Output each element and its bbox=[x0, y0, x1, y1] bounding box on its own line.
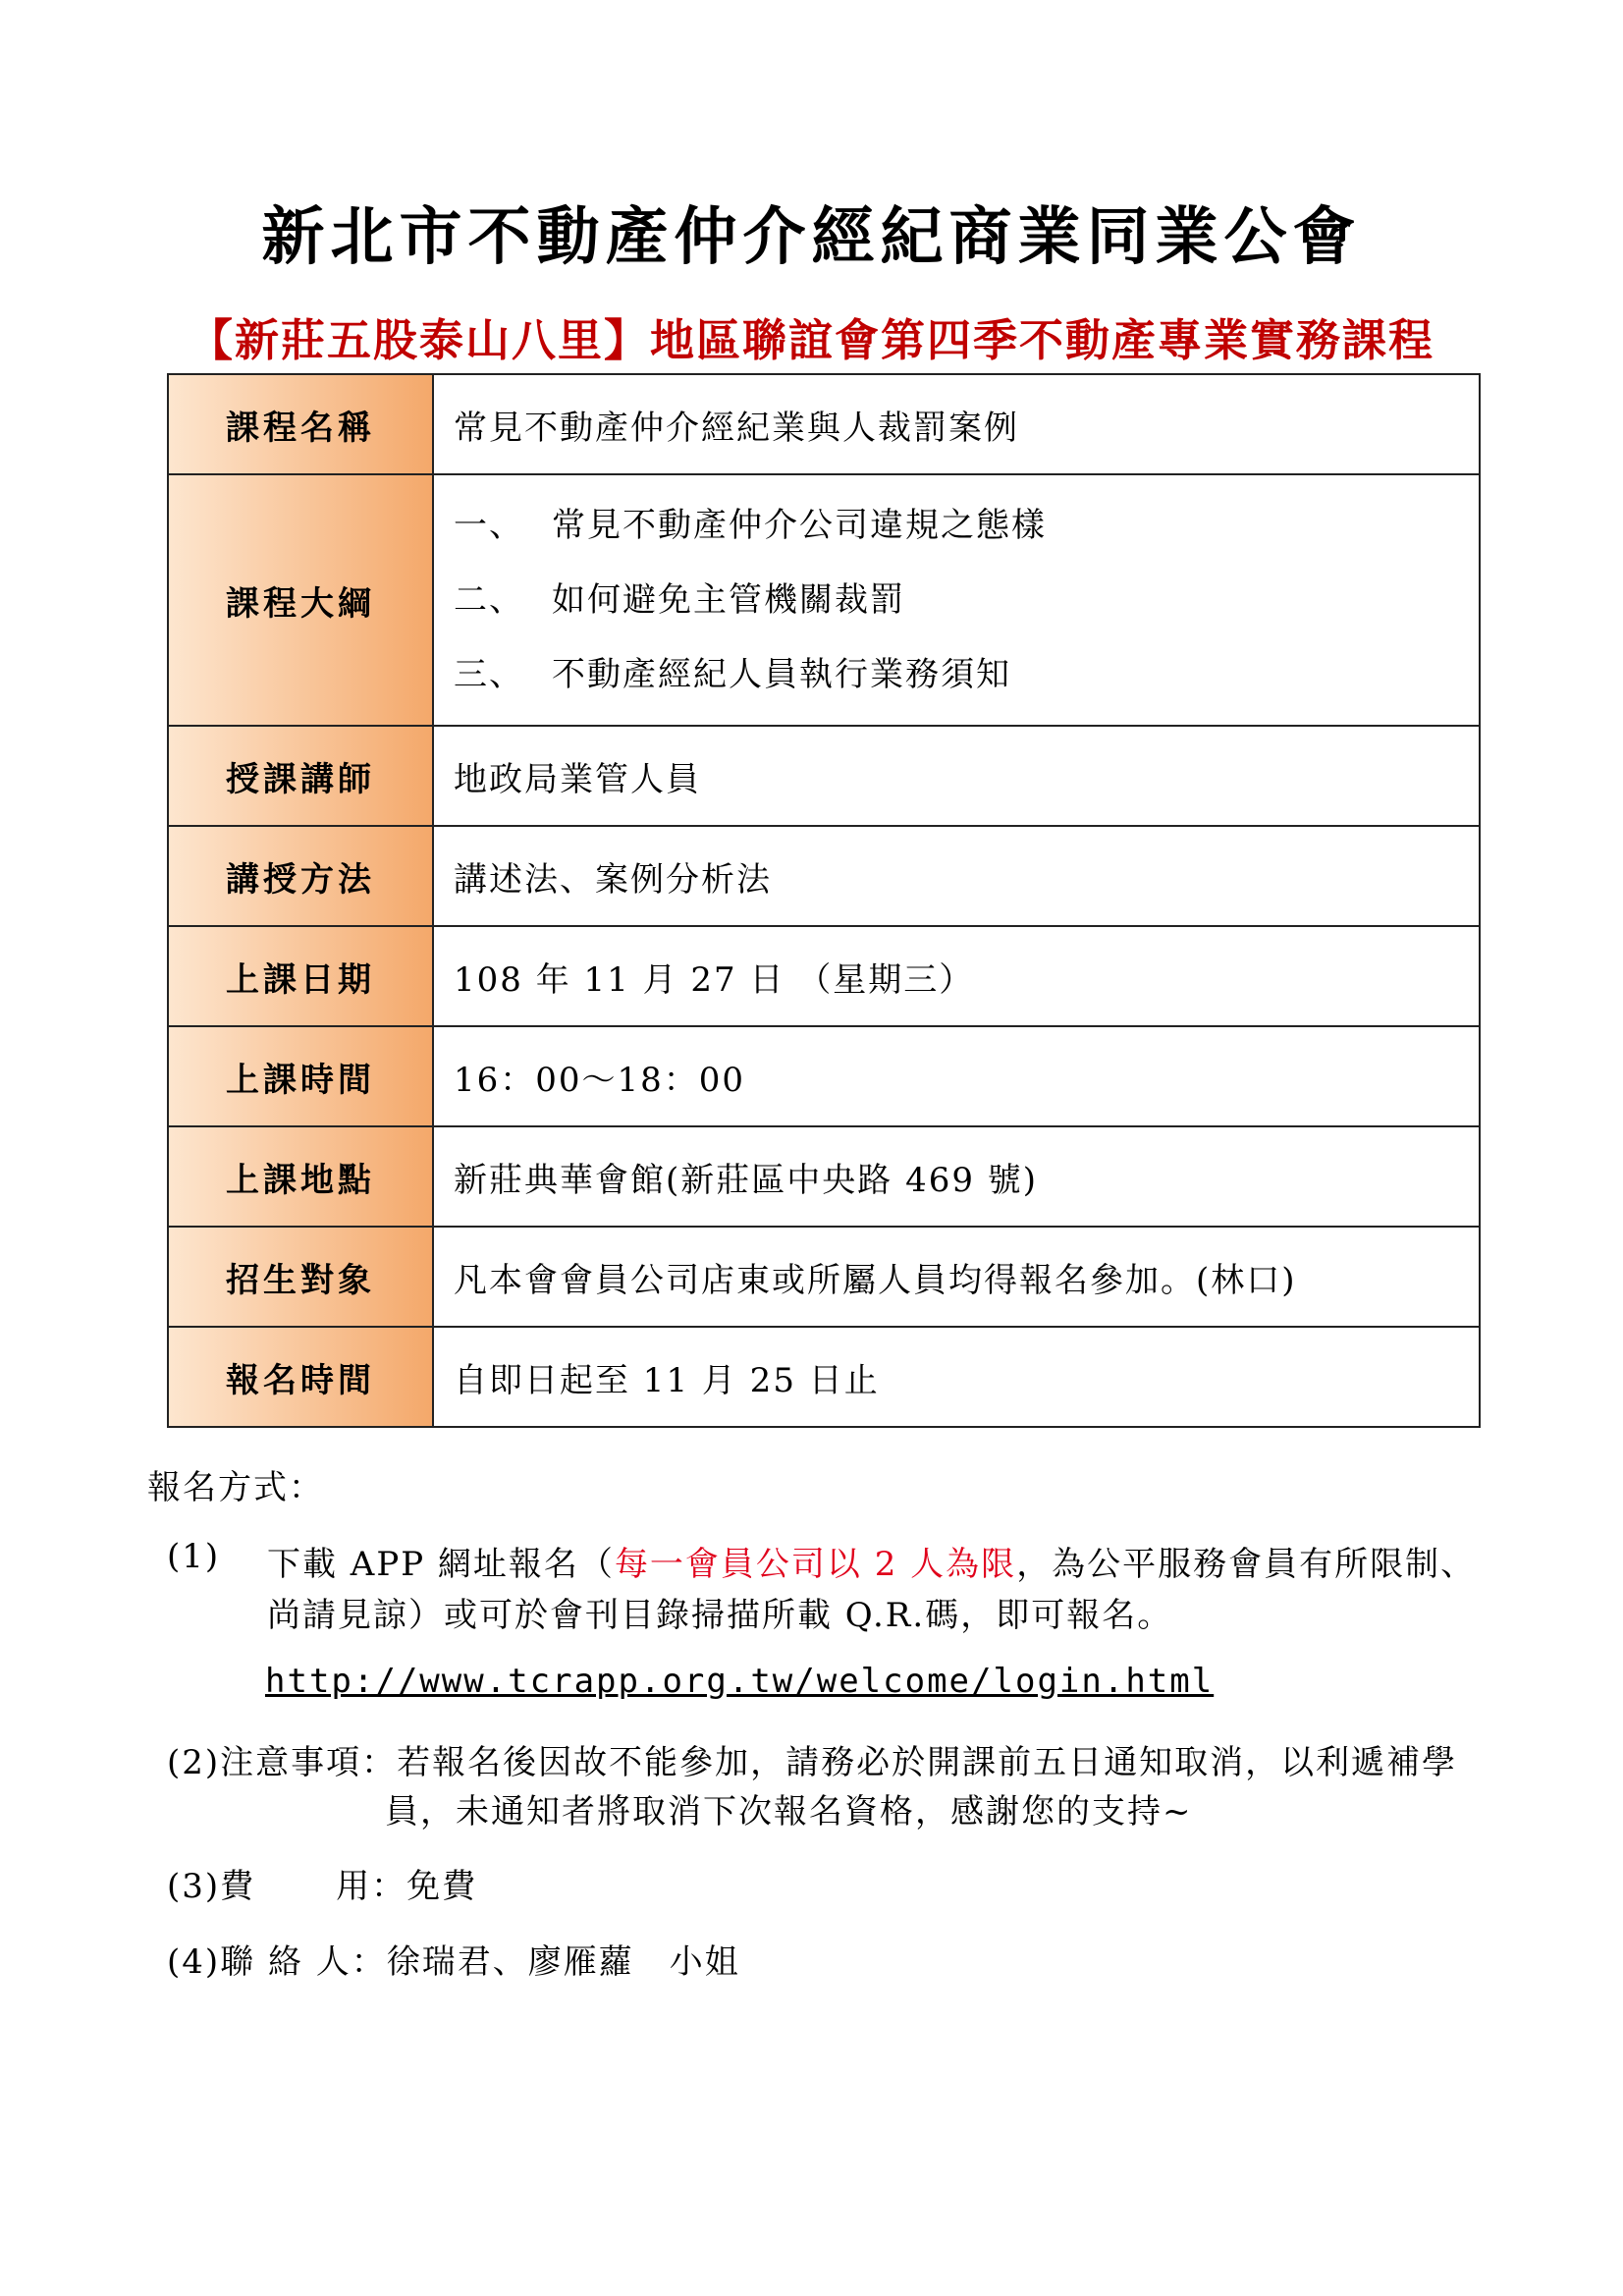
notice-line-2: 員，未通知者將取消下次報名資格，感謝您的支持~ bbox=[385, 1792, 1193, 1831]
table-row-time bbox=[168, 1026, 1480, 1126]
course-subtitle: 【新莊五股泰山八里】地區聯誼會第四季不動產專業實務課程 bbox=[188, 314, 1434, 366]
fee-line bbox=[167, 1859, 477, 1907]
value-registration-period: 自即日起至 11 月 25 日止 bbox=[433, 1327, 1480, 1427]
label-location: 上課地點 bbox=[168, 1126, 433, 1227]
table-row-instructor bbox=[168, 726, 1480, 826]
registration-item-1-num: (1) bbox=[167, 1537, 221, 1576]
outline-item-2 bbox=[454, 563, 1479, 637]
label-outline: 課程大綱 bbox=[168, 474, 433, 726]
outline-num-1: 一、 bbox=[454, 506, 524, 545]
label-method: 講授方法 bbox=[168, 826, 433, 926]
label-time: 上課時間 bbox=[168, 1026, 433, 1126]
value-instructor: 地政局業管人員 bbox=[433, 726, 1480, 826]
registration-url-link[interactable]: http://www.tcrapp.org.tw/welcome/login.html bbox=[265, 1662, 1215, 1701]
value-time: 16：00～18：00 bbox=[433, 1026, 1480, 1126]
value-audience: 凡本會會員公司店東或所屬人員均得報名參加。(林口) bbox=[433, 1227, 1480, 1327]
outline-item-3 bbox=[454, 637, 1479, 712]
table-row-outline bbox=[168, 474, 1480, 726]
course-info-table bbox=[167, 373, 1481, 1428]
table-row-registration-period bbox=[168, 1327, 1480, 1427]
registration-item-1-line2: 尚請見諒）或可於會刊目錄掃描所載 Q.R.碼，即可報名。 bbox=[267, 1596, 1173, 1635]
registration-heading: 報名方式： bbox=[147, 1468, 324, 1507]
notice-line-1: (2)注意事項：若報名後因故不能參加，請務必於開課前五日通知取消，以利遞補學 bbox=[167, 1743, 1458, 1782]
page-title: 新北市不動產仲介經紀商業同業公會 bbox=[261, 200, 1362, 274]
value-date: 108 年 11 月 27 日 （星期三） bbox=[433, 926, 1480, 1026]
outline-item-1 bbox=[454, 488, 1479, 563]
label-registration-period: 報名時間 bbox=[168, 1327, 433, 1427]
value-course-name: 常見不動產仲介經紀業與人裁罰案例 bbox=[433, 374, 1480, 474]
outline-num-2: 二、 bbox=[454, 580, 524, 620]
table-row-method bbox=[168, 826, 1480, 926]
outline-text-1: 常見不動產仲介公司違規之態樣 bbox=[552, 506, 1047, 545]
outline-text-3: 不動產經紀人員執行業務須知 bbox=[552, 655, 1011, 694]
table-row-course-name bbox=[168, 374, 1480, 474]
fee-prefix: (3)費 bbox=[167, 1867, 256, 1906]
value-method: 講述法、案例分析法 bbox=[433, 826, 1480, 926]
outline-num-3: 三、 bbox=[454, 655, 524, 694]
registration-limit-highlight: 每一會員公司以 2 人為限 bbox=[614, 1545, 1017, 1584]
value-location: 新莊典華會館(新莊區中央路 469 號) bbox=[433, 1126, 1480, 1227]
table-row-location bbox=[168, 1126, 1480, 1227]
fee-rest: 用：免費 bbox=[336, 1867, 478, 1906]
contact-line: (4)聯 絡 人：徐瑞君、廖雁蘿 小姐 bbox=[167, 1942, 740, 1982]
registration-item-1-text-before: 下載 APP 網址報名（ bbox=[267, 1545, 615, 1584]
table-row-audience bbox=[168, 1227, 1480, 1327]
table-row-date bbox=[168, 926, 1480, 1026]
label-instructor: 授課講師 bbox=[168, 726, 433, 826]
value-outline bbox=[433, 474, 1480, 726]
label-date: 上課日期 bbox=[168, 926, 433, 1026]
outline-text-2: 如何避免主管機關裁罰 bbox=[552, 580, 905, 620]
label-audience: 招生對象 bbox=[168, 1227, 433, 1327]
registration-item-1-text-after: ，為公平服務會員有所限制、 bbox=[1016, 1545, 1477, 1584]
registration-item-1-line1 bbox=[267, 1537, 1476, 1585]
label-course-name: 課程名稱 bbox=[168, 374, 433, 474]
